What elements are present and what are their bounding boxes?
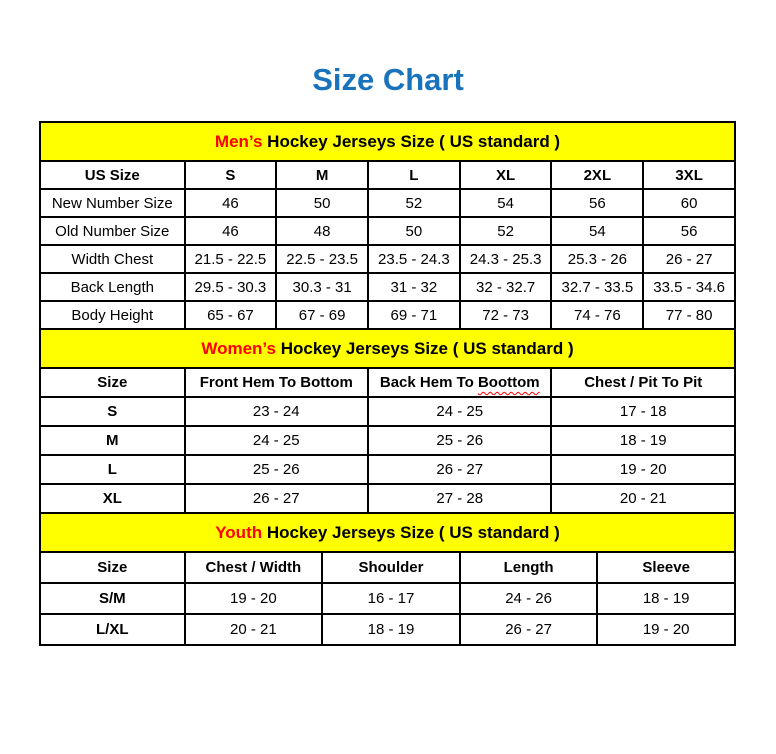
value-cell: 33.5 - 34.6 (643, 273, 735, 301)
size-chart (39, 121, 736, 646)
value-cell: 17 - 18 (551, 397, 735, 426)
table-row (40, 397, 735, 426)
value-cell: 67 - 69 (276, 301, 368, 329)
value-cell: 46 (185, 217, 277, 245)
column-header-row (40, 161, 735, 189)
value-cell: 26 - 27 (643, 245, 735, 273)
value-cell: 65 - 67 (185, 301, 277, 329)
column-header-cell: Length (460, 552, 598, 583)
value-cell: 24 - 25 (368, 397, 551, 426)
value-cell: 32 - 32.7 (460, 273, 552, 301)
table-row (40, 484, 735, 513)
section-heading-womens: Hockey Jerseys Size ( US standard ) (275, 339, 574, 358)
column-header-cell: M (276, 161, 368, 189)
column-header-cell: Size (40, 368, 185, 397)
section-banner-womens (39, 328, 736, 369)
column-header-cell: Back Hem To Boottom (368, 368, 551, 397)
value-cell: 26 - 27 (185, 484, 368, 513)
column-header-cell: Size (40, 552, 185, 583)
value-cell: 69 - 71 (368, 301, 460, 329)
value-cell: 54 (551, 217, 643, 245)
value-cell: 60 (643, 189, 735, 217)
row-label-cell: S (40, 397, 185, 426)
section-banner-mens (39, 121, 736, 162)
row-label-cell: L (40, 455, 185, 484)
column-header-cell: Shoulder (322, 552, 460, 583)
column-header-cell: Chest / Pit To Pit (551, 368, 735, 397)
table-row (40, 583, 735, 614)
misspelled-word: Boottom (477, 374, 540, 391)
value-cell: 21.5 - 22.5 (185, 245, 277, 273)
value-cell: 50 (368, 217, 460, 245)
value-cell: 16 - 17 (322, 583, 460, 614)
row-label-cell: Width Chest (40, 245, 185, 273)
value-cell: 56 (551, 189, 643, 217)
mens-size-table (39, 160, 736, 330)
column-header-cell: L (368, 161, 460, 189)
value-cell: 22.5 - 23.5 (276, 245, 368, 273)
youth-size-table (39, 551, 736, 646)
table-row (40, 614, 735, 645)
column-header-cell: Chest / Width (185, 552, 323, 583)
page-title: Size Chart (312, 62, 464, 97)
column-header-cell: 2XL (551, 161, 643, 189)
row-label-cell: M (40, 426, 185, 455)
column-header-cell: US Size (40, 161, 185, 189)
value-cell: 29.5 - 30.3 (185, 273, 277, 301)
row-label-cell: L/XL (40, 614, 185, 645)
value-cell: 19 - 20 (597, 614, 735, 645)
section-accent-mens: Men’s (214, 132, 263, 151)
value-cell: 30.3 - 31 (276, 273, 368, 301)
table-row (40, 273, 735, 301)
value-cell: 56 (643, 217, 735, 245)
column-header-cell: S (185, 161, 277, 189)
row-label-cell: Back Length (40, 273, 185, 301)
section-accent-womens: Women’s (201, 339, 276, 358)
column-header-row (40, 552, 735, 583)
column-header-row (40, 368, 735, 397)
table-row (40, 217, 735, 245)
value-cell: 72 - 73 (460, 301, 552, 329)
row-label-cell: S/M (40, 583, 185, 614)
value-cell: 74 - 76 (551, 301, 643, 329)
table-row (40, 245, 735, 273)
table-row (40, 189, 735, 217)
column-header-cell: Front Hem To Bottom (185, 368, 368, 397)
value-cell: 25 - 26 (368, 426, 551, 455)
value-cell: 25 - 26 (185, 455, 368, 484)
value-cell: 54 (460, 189, 552, 217)
value-cell: 23.5 - 24.3 (368, 245, 460, 273)
value-cell: 26 - 27 (368, 455, 551, 484)
value-cell: 48 (276, 217, 368, 245)
row-label-cell: Old Number Size (40, 217, 185, 245)
value-cell: 25.3 - 26 (551, 245, 643, 273)
value-cell: 32.7 - 33.5 (551, 273, 643, 301)
value-cell: 20 - 21 (185, 614, 323, 645)
value-cell: 18 - 19 (322, 614, 460, 645)
table-row (40, 426, 735, 455)
column-header-cell: 3XL (643, 161, 735, 189)
row-label-cell: XL (40, 484, 185, 513)
column-header-cell: XL (460, 161, 552, 189)
section-heading-mens: Hockey Jerseys Size ( US standard ) (262, 132, 561, 151)
value-cell: 18 - 19 (551, 426, 735, 455)
section-accent-youth: Youth (215, 523, 263, 542)
row-label-cell: New Number Size (40, 189, 185, 217)
section-heading-youth: Hockey Jerseys Size ( US standard ) (262, 523, 560, 542)
value-cell: 52 (460, 217, 552, 245)
table-row (40, 301, 735, 329)
value-cell: 77 - 80 (643, 301, 735, 329)
value-cell: 23 - 24 (185, 397, 368, 426)
value-cell: 26 - 27 (460, 614, 598, 645)
section-banner-youth (39, 512, 736, 553)
table-row (40, 455, 735, 484)
value-cell: 24 - 25 (185, 426, 368, 455)
value-cell: 24.3 - 25.3 (460, 245, 552, 273)
value-cell: 20 - 21 (551, 484, 735, 513)
value-cell: 52 (368, 189, 460, 217)
value-cell: 46 (185, 189, 277, 217)
value-cell: 50 (276, 189, 368, 217)
column-header-cell: Sleeve (597, 552, 735, 583)
womens-size-table (39, 367, 736, 514)
value-cell: 19 - 20 (185, 583, 323, 614)
value-cell: 27 - 28 (368, 484, 551, 513)
value-cell: 31 - 32 (368, 273, 460, 301)
value-cell: 19 - 20 (551, 455, 735, 484)
value-cell: 18 - 19 (597, 583, 735, 614)
value-cell: 24 - 26 (460, 583, 598, 614)
row-label-cell: Body Height (40, 301, 185, 329)
